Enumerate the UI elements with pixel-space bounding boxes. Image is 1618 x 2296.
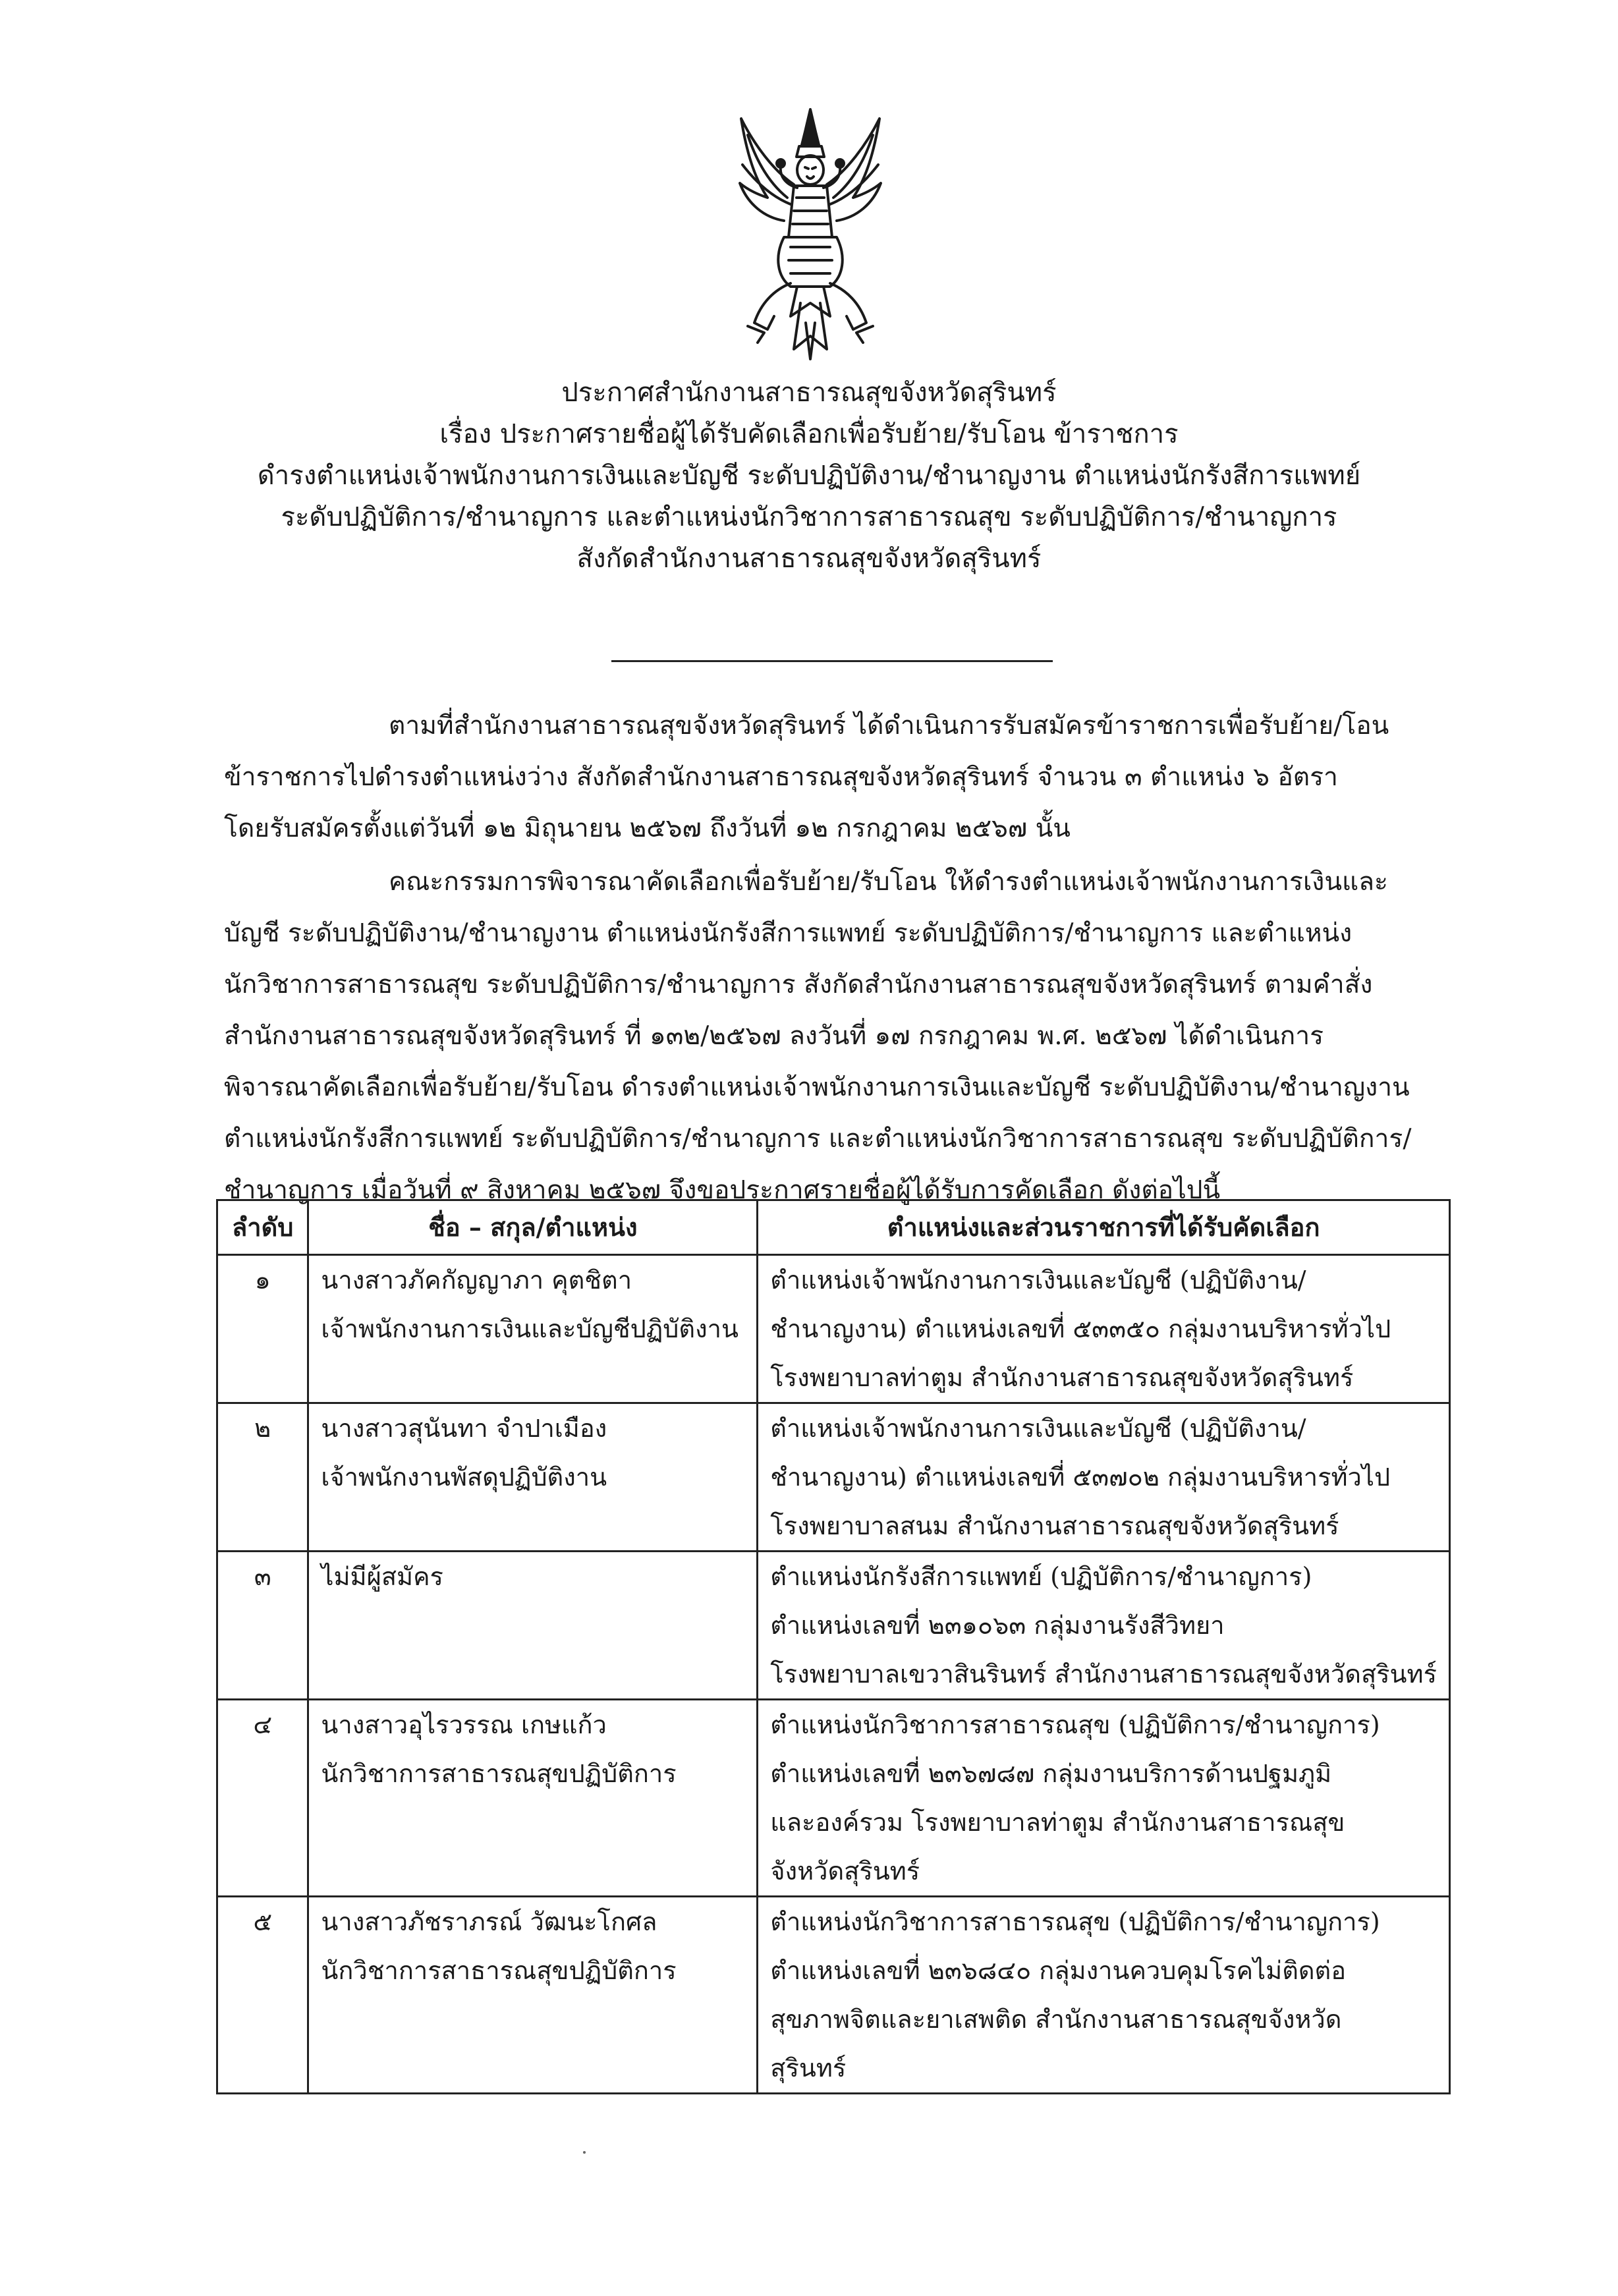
selected-position-cell	[758, 1255, 1450, 1403]
paragraph-committee	[224, 856, 1447, 1216]
paragraph-line: พิจารณาคัดเลือกเพื่อรับย้าย/รับโอน ดำรงตำแหน่งเจ้าพนักงานการเงินและบัญชี ระดับปฏิบัติงาน/ชำนาญงาน	[224, 1073, 1410, 1102]
header-subject-line-3: ระดับปฏิบัติการ/ชำนาญการ และตำแหน่งนักวิชาการสาธารณสุข ระดับปฏิบัติการ/ชำนาญการ	[281, 502, 1337, 532]
header-subject-line-4: สังกัดสำนักงานสาธารณสุขจังหวัดสุรินทร์	[576, 544, 1042, 574]
paragraph-intro	[224, 700, 1447, 854]
candidate-current-position: เจ้าพนักงานพัสดุปฏิบัติงาน	[321, 1463, 607, 1492]
candidate-current-position: เจ้าพนักงานการเงินและบัญชีปฏิบัติงาน	[321, 1314, 739, 1343]
selected-position-cell	[758, 1552, 1450, 1700]
paragraph-line: คณะกรรมการพิจารณาคัดเลือกเพื่อรับย้าย/รับโอน ให้ดำรงตำแหน่งเจ้าพนักงานการเงินและ	[389, 867, 1388, 897]
candidate-name: ไม่มีผู้สมัคร	[321, 1562, 443, 1591]
row-number: ๔	[217, 1700, 308, 1897]
header-org-title: ประกาศสำนักงานสาธารณสุขจังหวัดสุรินทร์	[561, 378, 1057, 408]
position-line: ตำแหน่งนักรังสีการแพทย์ (ปฏิบัติการ/ชำนาญการ)	[770, 1562, 1312, 1591]
position-line: สุขภาพจิตและยาเสพติด สำนักงานสาธารณสุขจังหวัด	[770, 2005, 1342, 2034]
header-subject-line-2: ดำรงตำแหน่งเจ้าพนักงานการเงินและบัญชี ระดับปฏิบัติงาน/ชำนาญงาน ตำแหน่งนักรังสีการแพทย์	[257, 461, 1361, 491]
position-line: โรงพยาบาลเขวาสินรินทร์ สำนักงานสาธารณสุขจังหวัดสุรินทร์	[770, 1660, 1437, 1689]
header-subject: เรื่อง ประกาศรายชื่อผู้ได้รับคัดเลือกเพื่อรับย้าย/รับโอน ข้าราชการ	[439, 419, 1179, 449]
position-line: ตำแหน่งเลขที่ ๒๓๖๘๔๐ กลุ่มงานควบคุมโรคไม่ติดต่อ	[770, 1956, 1347, 1985]
table-row	[217, 1897, 1450, 2094]
announcement-header	[132, 372, 1486, 580]
table-row	[217, 1403, 1450, 1552]
position-line: ตำแหน่งนักวิชาการสาธารณสุข (ปฏิบัติการ/ชำนาญการ)	[770, 1710, 1380, 1739]
paragraph-line: สำนักงานสาธารณสุขจังหวัดสุรินทร์ ที่ ๑๓๒/๒๕๖๗ ลงวันที่ ๑๗ กรกฎาคม พ.ศ. ๒๕๖๗ ได้ดำเนินการ	[224, 1021, 1324, 1051]
position-line: ตำแหน่งเลขที่ ๒๓๖๗๘๗ กลุ่มงานบริการด้านปฐมภูมิ	[770, 1759, 1332, 1788]
garuda-emblem-icon	[728, 105, 893, 362]
row-number: ๑	[217, 1255, 308, 1403]
table-header-row	[217, 1200, 1450, 1255]
selection-table	[216, 1199, 1451, 2094]
column-header-order: ลำดับ	[217, 1200, 308, 1255]
position-line: ชำนาญงาน) ตำแหน่งเลขที่ ๕๓๓๕๐ กลุ่มงานบริหารทั่วไป	[770, 1314, 1391, 1343]
paragraph-line: นักวิชาการสาธารณสุข ระดับปฏิบัติการ/ชำนาญการ สังกัดสำนักงานสาธารณสุขจังหวัดสุรินทร์ ตามคำสั่ง	[224, 970, 1373, 999]
paragraph-line: บัญชี ระดับปฏิบัติงาน/ชำนาญงาน ตำแหน่งนักรังสีการแพทย์ ระดับปฏิบัติการ/ชำนาญการ และตำแหน่ง	[224, 918, 1353, 948]
row-number: ๓	[217, 1552, 308, 1700]
column-header-name: ชื่อ – สกุล/ตำแหน่ง	[308, 1200, 758, 1255]
candidate-cell	[308, 1897, 758, 2094]
candidate-name: นางสาวอุไรวรรณ เกษแก้ว	[321, 1710, 607, 1739]
row-number: ๒	[217, 1403, 308, 1552]
selected-position-cell	[758, 1403, 1450, 1552]
selected-position-cell	[758, 1700, 1450, 1897]
paragraph-line: ตามที่สำนักงานสาธารณสุขจังหวัดสุรินทร์ ได้ดำเนินการรับสมัครข้าราชการเพื่อรับย้าย/โอน	[389, 711, 1389, 741]
candidate-cell	[308, 1552, 758, 1700]
candidate-cell	[308, 1255, 758, 1403]
position-line: ตำแหน่งเจ้าพนักงานการเงินและบัญชี (ปฏิบัติงาน/	[770, 1414, 1306, 1443]
candidate-cell	[308, 1700, 758, 1897]
row-number: ๕	[217, 1897, 308, 2094]
paragraph-line: ชำนาญการ เมื่อวันที่ ๙ สิงหาคม ๒๕๖๗ จึงขอประกาศรายชื่อผู้ได้รับการคัดเลือก ดังต่อไปนี้	[224, 1175, 1221, 1205]
candidate-current-position: นักวิชาการสาธารณสุขปฏิบัติการ	[321, 1956, 677, 1985]
position-line: ชำนาญงาน) ตำแหน่งเลขที่ ๕๓๗๐๒ กลุ่มงานบริหารทั่วไป	[770, 1463, 1391, 1492]
scan-speck	[583, 2151, 586, 2154]
column-header-position: ตำแหน่งและส่วนราชการที่ได้รับคัดเลือก	[758, 1200, 1450, 1255]
position-line: โรงพยาบาลท่าตูม สำนักงานสาธารณสุขจังหวัดสุรินทร์	[770, 1363, 1354, 1392]
position-line: และองค์รวม โรงพยาบาลท่าตูม สำนักงานสาธารณสุข	[770, 1808, 1345, 1837]
table-row	[217, 1552, 1450, 1700]
position-line: โรงพยาบาลสนม สำนักงานสาธารณสุขจังหวัดสุรินทร์	[770, 1511, 1339, 1540]
paragraph-line: ข้าราชการไปดำรงตำแหน่งว่าง สังกัดสำนักงานสาธารณสุขจังหวัดสุรินทร์ จำนวน ๓ ตำแหน่ง ๖ อัตรา	[224, 762, 1338, 792]
position-line: ตำแหน่งเจ้าพนักงานการเงินและบัญชี (ปฏิบัติงาน/	[770, 1266, 1306, 1295]
candidate-name: นางสาวสุนันทา จำปาเมือง	[321, 1414, 607, 1443]
table-row	[217, 1255, 1450, 1403]
table-row	[217, 1700, 1450, 1897]
position-line: จังหวัดสุรินทร์	[770, 1857, 920, 1886]
selected-position-cell	[758, 1897, 1450, 2094]
candidate-current-position: นักวิชาการสาธารณสุขปฏิบัติการ	[321, 1759, 677, 1788]
header-divider	[611, 660, 1053, 662]
candidate-cell	[308, 1403, 758, 1552]
paragraph-line: โดยรับสมัครตั้งแต่วันที่ ๑๒ มิถุนายน ๒๕๖๗ ถึงวันที่ ๑๒ กรกฎาคม ๒๕๖๗ นั้น	[224, 814, 1071, 843]
position-line: ตำแหน่งนักวิชาการสาธารณสุข (ปฏิบัติการ/ชำนาญการ)	[770, 1907, 1380, 1936]
candidate-name: นางสาวภัชราภรณ์ วัฒนะโกศล	[321, 1907, 657, 1936]
paragraph-line: ตำแหน่งนักรังสีการแพทย์ ระดับปฏิบัติการ/ชำนาญการ และตำแหน่งนักวิชาการสาธารณสุข ระดับปฏิบัติการ/	[224, 1124, 1412, 1154]
position-line: ตำแหน่งเลขที่ ๒๓๑๐๖๓ กลุ่มงานรังสีวิทยา	[770, 1611, 1225, 1640]
candidate-name: นางสาวภัคกัญญาภา คุตชิตา	[321, 1266, 632, 1295]
position-line: สุรินทร์	[770, 2054, 847, 2083]
